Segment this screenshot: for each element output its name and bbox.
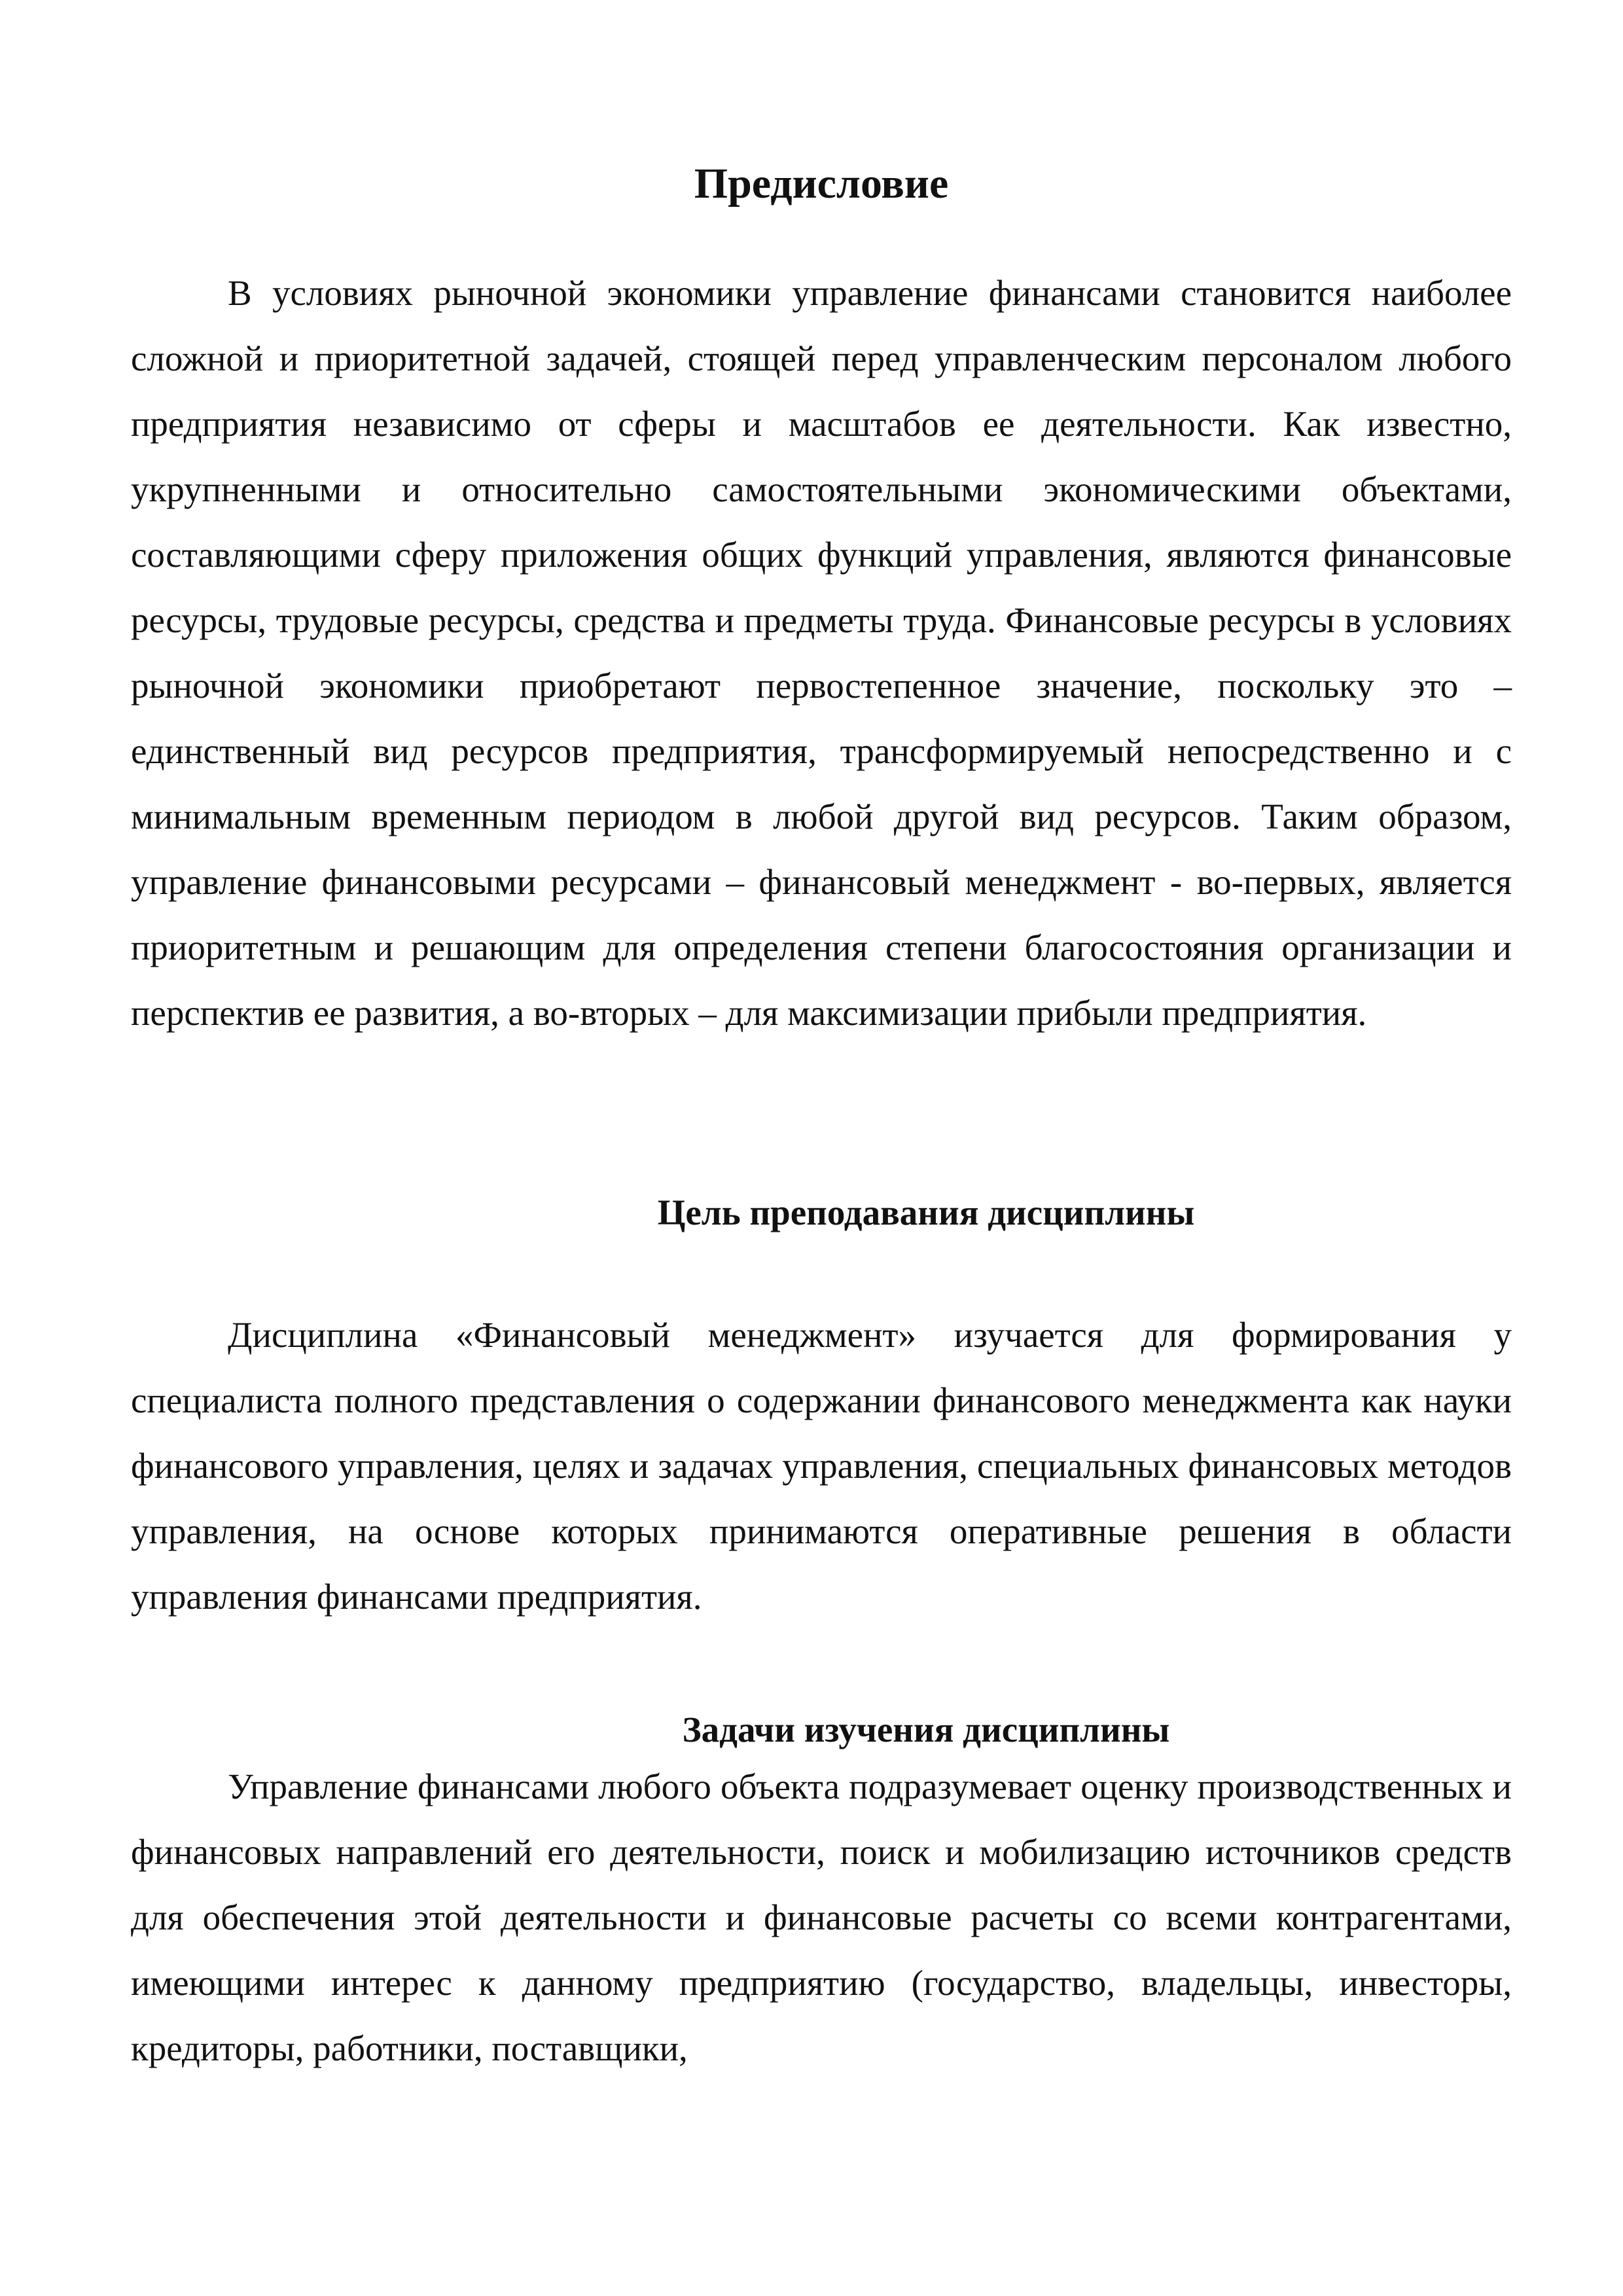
preface-paragraph: В условиях рыночной экономики управление финансами становится наиболее сложной и приоритетной задачей, стоящей перед управленческим персоналом любого предприятия независимо от сферы и масштабов ее деятельности. Как известно, укрупненными и относительно самостоятельными экономическими объектами, составляющими сферу приложения общих функций управления, являются финансовые ресурсы, трудовые ресурсы, средства и предметы труда. Финансовые ресурсы в условиях рыночной экономики приобретают первостепенное значение, поскольку это – единственный вид ресурсов предприятия, трансформируемый непосредственно и с минимальным временным периодом в любой другой вид ресурсов. Таким образом, управление финансовыми ресурсами – финансовый менеджмент - во-первых, является приоритетным и решающим для определения степени благосостояния организации и перспектив ее развития, а во-вторых – для максимизации прибыли предприятия. [131, 273, 1512, 1033]
page-title: Предисловие [694, 160, 949, 207]
section-paragraph-goal: Дисциплина «Финансовый менеджмент» изучается для формирования у специалиста полного представления о содержании финансового менеджмента как науки финансового управления, целях и задачах управления, специальных финансовых методов управления, на основе которых принимаются оперативные решения в области управления финансами предприятия. [131, 1315, 1512, 1617]
section-heading-tasks: Задачи изучения дисциплины [682, 1710, 1170, 1749]
document-page [131, 0, 1512, 2296]
section-heading-goal: Цель преподавания дисциплины [657, 1193, 1195, 1232]
section-paragraph-tasks: Управление финансами любого объекта подразумевает оценку производственных и финансовых направлений его деятельности, поиск и мобилизацию источников средств для обеспечения этой деятельности и финансовые расчеты со всеми контрагентами, имеющими интерес к данному предприятию (государство, владельцы, инвесторы, кредиторы, работники, поставщики, [131, 1767, 1512, 2068]
